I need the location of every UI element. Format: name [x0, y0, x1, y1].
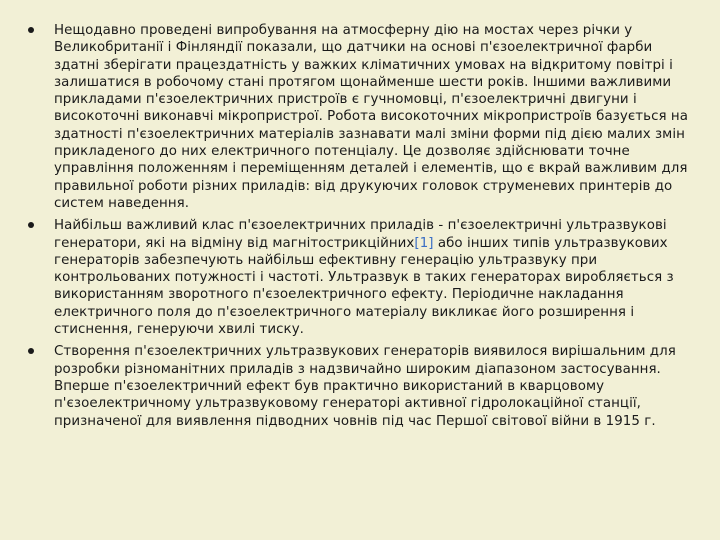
bullet-dot-icon [28, 348, 34, 354]
bullet-item-2 [28, 217, 696, 338]
bullet-text-before: Найбільш важливий клас п'єзоелектричних приладів - п'єзоелектричні ультразвукові генератори, які на відміну від магнітострикційних [54, 218, 667, 251]
bullet-dot-icon [28, 27, 34, 33]
bullet-item-1 [28, 22, 696, 212]
bullet-item-3 [28, 343, 696, 429]
bullet-list [28, 22, 696, 435]
bullet-text-after: або інших типів ультразвукових генераторів забезпечують найбільш ефективну генерацію ультразвуку при контрольованих потужності і частоті. Ультразвук в таких генераторах виробляється з використанням зворотного п'єзоелектричного ефекту. Періодичне накладання електричного поля до п'єзоелектричного матеріалу викликає його розширення і стиснення, генеруючи хвилі тиску. [54, 235, 674, 338]
bullet-text: Створення п'єзоелектричних ультразвукових генераторів виявилося вирішальним для розробки різноманітних приладів з надзвичайно широким діапазоном застосування. Вперше п'єзоелектричний ефект був практично використаний в кварцовому п'єзоелектричному ультразвуковому генераторі активної гідролокаційної станції, призначеної для виявлення підводних човнів під час Першої світової війни в 1915 г. [54, 344, 676, 429]
bullet-dot-icon [28, 222, 34, 228]
reference-link[interactable]: [1] [414, 235, 434, 251]
bullet-text: Нещодавно проведені випробування на атмосферну дію на мостах через річки у Великобританії і Фінляндії показали, що датчики на основі п'єзоелектричної фарби здатні зберігати працездатність у важких кліматичних умовах на відкритому повітрі і залишатися в робочому стані протягом щонайменше шести років. Іншими важливими прикладами п'єзоелектричних пристроїв є гучномовці, п'єзоелектричні двигуни і високоточні виконавчі мікропристрої. Робота високоточних мікропристроїв базується на здатності п'єзоелектричних матеріалів зазнавати малі зміни форми під дією малих змін прикладеного до них електричного потенціалу. Це дозволяє здійснювати точне управління положенням і переміщенням деталей і елементів, що є вкрай важливим для правильної роботи різних приладів: від друкуючих головок струменевих принтерів до систем наведення. [54, 23, 688, 211]
